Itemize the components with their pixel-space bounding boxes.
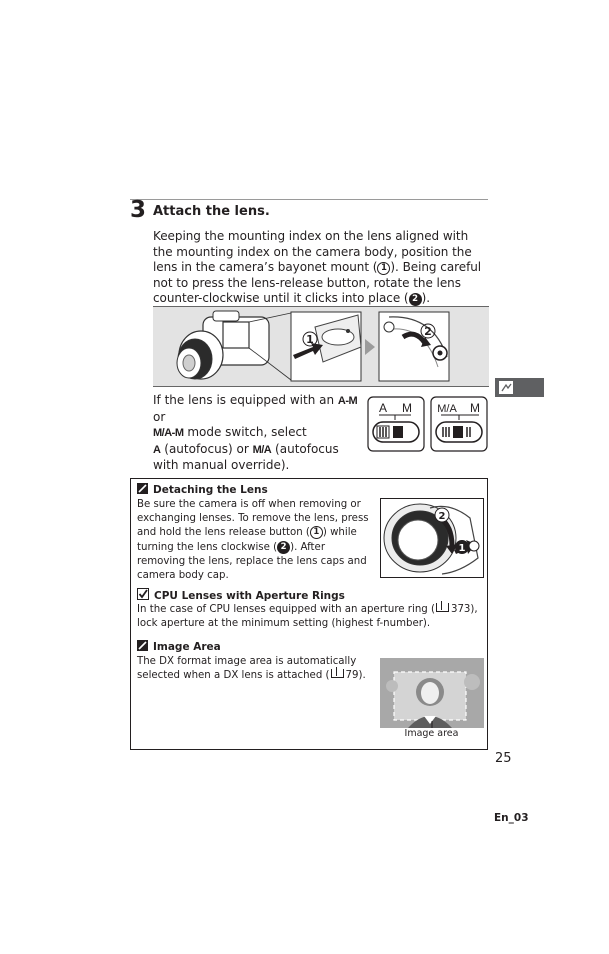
step-marker-2: 2 [409,293,422,306]
cpu-text-2: ), lock aperture at the minimum setting (highest f-number). [137,604,478,630]
note-image-area-heading [137,640,221,654]
mam-switch [431,397,487,451]
document-code: En_03 [494,812,529,824]
detach-lens-illustration [380,498,484,578]
attach-lens-illustration [153,306,489,387]
mode-switch-note [153,393,368,474]
switch-text-3: mode switch, select [183,425,307,439]
switch-text-2: or [153,409,166,424]
am-switch [368,397,424,451]
detach-fig-marker-2: 2 [438,511,446,522]
switch-text-1: If the lens is equipped with an [153,393,338,407]
step-instructions [153,229,486,307]
step-number: 3 [130,197,147,223]
image-area-text-1: The DX format image area is automatically selected when a DX lens is attached ( [137,656,357,682]
book-reference-icon [436,603,449,612]
fig-marker-2: 2 [424,325,432,338]
detach-fig-marker-1: 1 [458,543,466,554]
detach-marker-1: 1 [310,526,323,539]
cpu-text-1: In the case of CPU lenses equipped with an aperture ring ( [137,604,435,615]
checkmark-icon [137,588,149,600]
mount-detail-2 [379,312,449,381]
switch-ma-label: M/A [252,443,272,456]
cpu-page-ref[interactable]: 373 [450,604,471,615]
note-image-area-text [137,655,373,683]
mount-detail-1 [291,312,361,381]
note-detaching-heading [137,483,268,497]
mam-switch-right-label: M [470,401,480,415]
image-area-illustration [380,658,484,728]
note-detaching-title: Detaching the Lens [153,484,268,496]
pencil-icon [137,483,148,494]
sequence-arrow-icon [365,339,375,355]
chapter-tab [495,378,544,397]
camera-illustration [177,311,291,380]
step-text-2: ). Being careful not to press the lens-release button, rotate the lens counter-clockwise until it clicks into place ( [153,260,482,306]
note-cpu-heading [137,588,345,603]
pencil-icon [137,640,148,651]
switch-am-label: A-M [337,395,358,407]
image-area-page-ref[interactable]: 79 [345,670,359,682]
step-title: Attach the lens. [153,204,270,219]
switch-a-label: A [153,443,161,456]
fig-marker-1: 1 [306,333,314,346]
detach-text-1: Be sure the camera is off when removing or exchanging lenses. To remove the lens, press and hold the lens release button ( [137,499,369,539]
switch-text-5: (autofocus with manual override). [153,441,339,472]
book-reference-icon [331,669,344,678]
step-marker-1: 1 [377,262,390,275]
step-text-1: Keeping the mounting index on the lens aligned with the mounting index on the camera body, position the lens in the camera’s bayonet mount ( [153,229,472,275]
first-steps-icon [495,378,544,397]
notes-panel [130,478,488,750]
step-text-3: ). [421,291,430,306]
am-switch-right-label: M [402,401,412,415]
image-area-caption: Image area [404,728,459,739]
detach-text-2: ) while turning the lens clockwise ( [137,527,357,553]
detach-marker-2: 2 [277,541,290,554]
mode-switch-illustrations [367,396,489,454]
section-rule [130,199,488,200]
note-detaching-text [137,498,373,583]
note-cpu-text [137,603,483,631]
note-image-area-title: Image Area [153,641,221,653]
switch-text-4: (autofocus) or [160,441,253,456]
am-switch-left-label: A [378,401,388,415]
mam-switch-left-label: M/A [437,403,457,415]
note-cpu-title: CPU Lenses with Aperture Rings [154,590,345,602]
page-number: 25 [495,751,512,766]
switch-mam-label: M/A-M [153,427,184,439]
detach-text-3: ). After removing the lens, replace the lens caps and camera body cap. [137,541,367,582]
image-area-text-2: ). [358,670,366,682]
attach-lens-drawing [153,307,489,386]
